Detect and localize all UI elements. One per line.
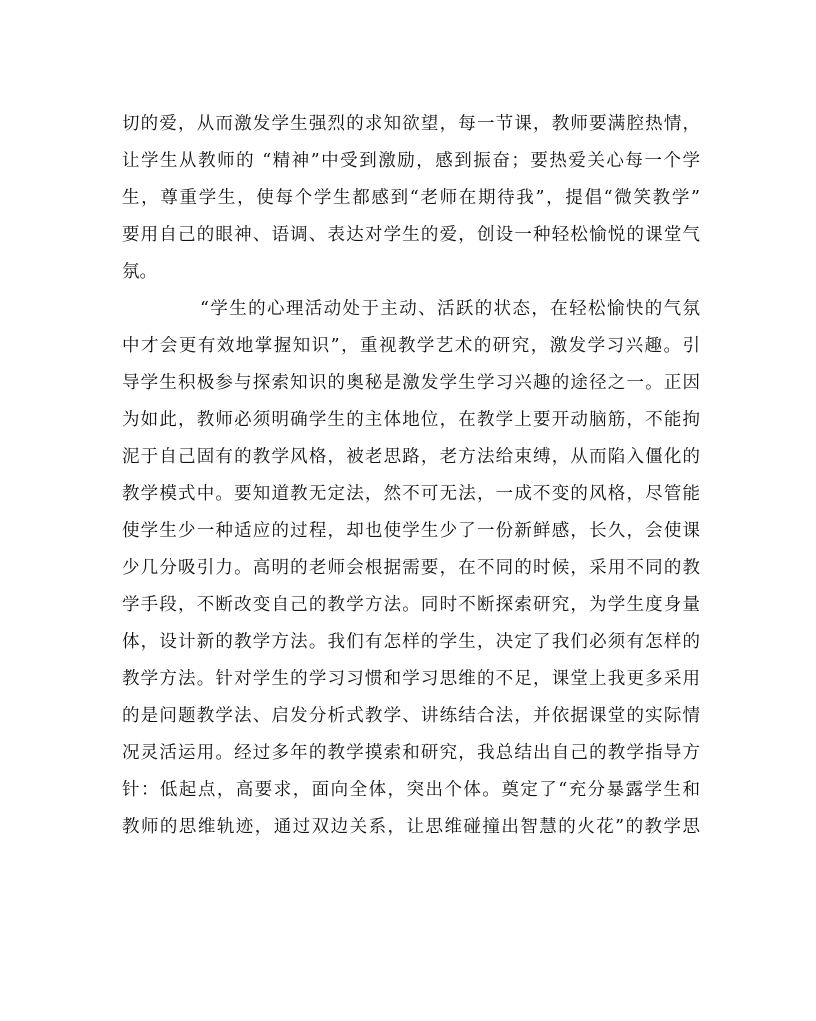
text-line: 要用自己的眼神、语调、表达对学生的爱，创设一种轻松愉悦的课堂气 <box>122 225 700 245</box>
text-line: 针：低起点，高要求，面向全体，突出个体。奠定了“充分暴露学生和 <box>122 780 700 800</box>
text-line: 学手段，不断改变自己的教学方法。同时不断探索研究，为学生度身量 <box>122 595 700 615</box>
text-line: 使学生少一种适应的过程，却也使学生少了一份新鲜感，长久，会使课 <box>122 521 700 541</box>
text-line: 教学模式中。要知道教无定法，然不可无法，一成不变的风格，尽管能 <box>122 484 700 504</box>
text-line: 氛。 <box>122 262 157 282</box>
text-line: 切的爱，从而激发学生强烈的求知欲望，每一节课，教师要满腔热情， <box>122 114 700 134</box>
text-line: 泥于自己固有的教学风格，被老思路，老方法给束缚，从而陷入僵化的 <box>122 447 700 467</box>
text-line: 生，尊重学生，使每个学生都感到“老师在期待我”，提倡“微笑教学” <box>122 188 700 208</box>
text-line: 为如此，教师必须明确学生的主体地位，在教学上要开动脑筋，不能拘 <box>122 410 700 430</box>
text-line: 教师的思维轨迹，通过双边关系，让思维碰撞出智慧的火花”的教学思 <box>122 817 700 837</box>
text-line: 少几分吸引力。高明的老师会根据需要，在不同的时候，采用不同的教 <box>122 558 700 578</box>
text-line: 体，设计新的教学方法。我们有怎样的学生，决定了我们必须有怎样的 <box>122 632 700 652</box>
text-line: 中才会更有效地掌握知识”，重视教学艺术的研究，激发学习兴趣。引 <box>122 336 700 356</box>
text-line-indented: “学生的心理活动处于主动、活跃的状态，在轻松愉快的气氛 <box>200 299 700 319</box>
text-line: 况灵活运用。经过多年的教学摸索和研究，我总结出自己的教学指导方 <box>122 743 700 763</box>
text-line: 的是问题教学法、启发分析式教学、讲练结合法，并依据课堂的实际情 <box>122 706 700 726</box>
text-line: 导学生积极参与探索知识的奥秘是激发学生学习兴趣的途径之一。正因 <box>122 373 700 393</box>
text-line: 让学生从教师的 “精神”中受到激励，感到振奋；要热爱关心每一个学 <box>122 151 700 171</box>
text-line: 教学方法。针对学生的学习习惯和学习思维的不足，课堂上我更多采用 <box>122 669 700 689</box>
